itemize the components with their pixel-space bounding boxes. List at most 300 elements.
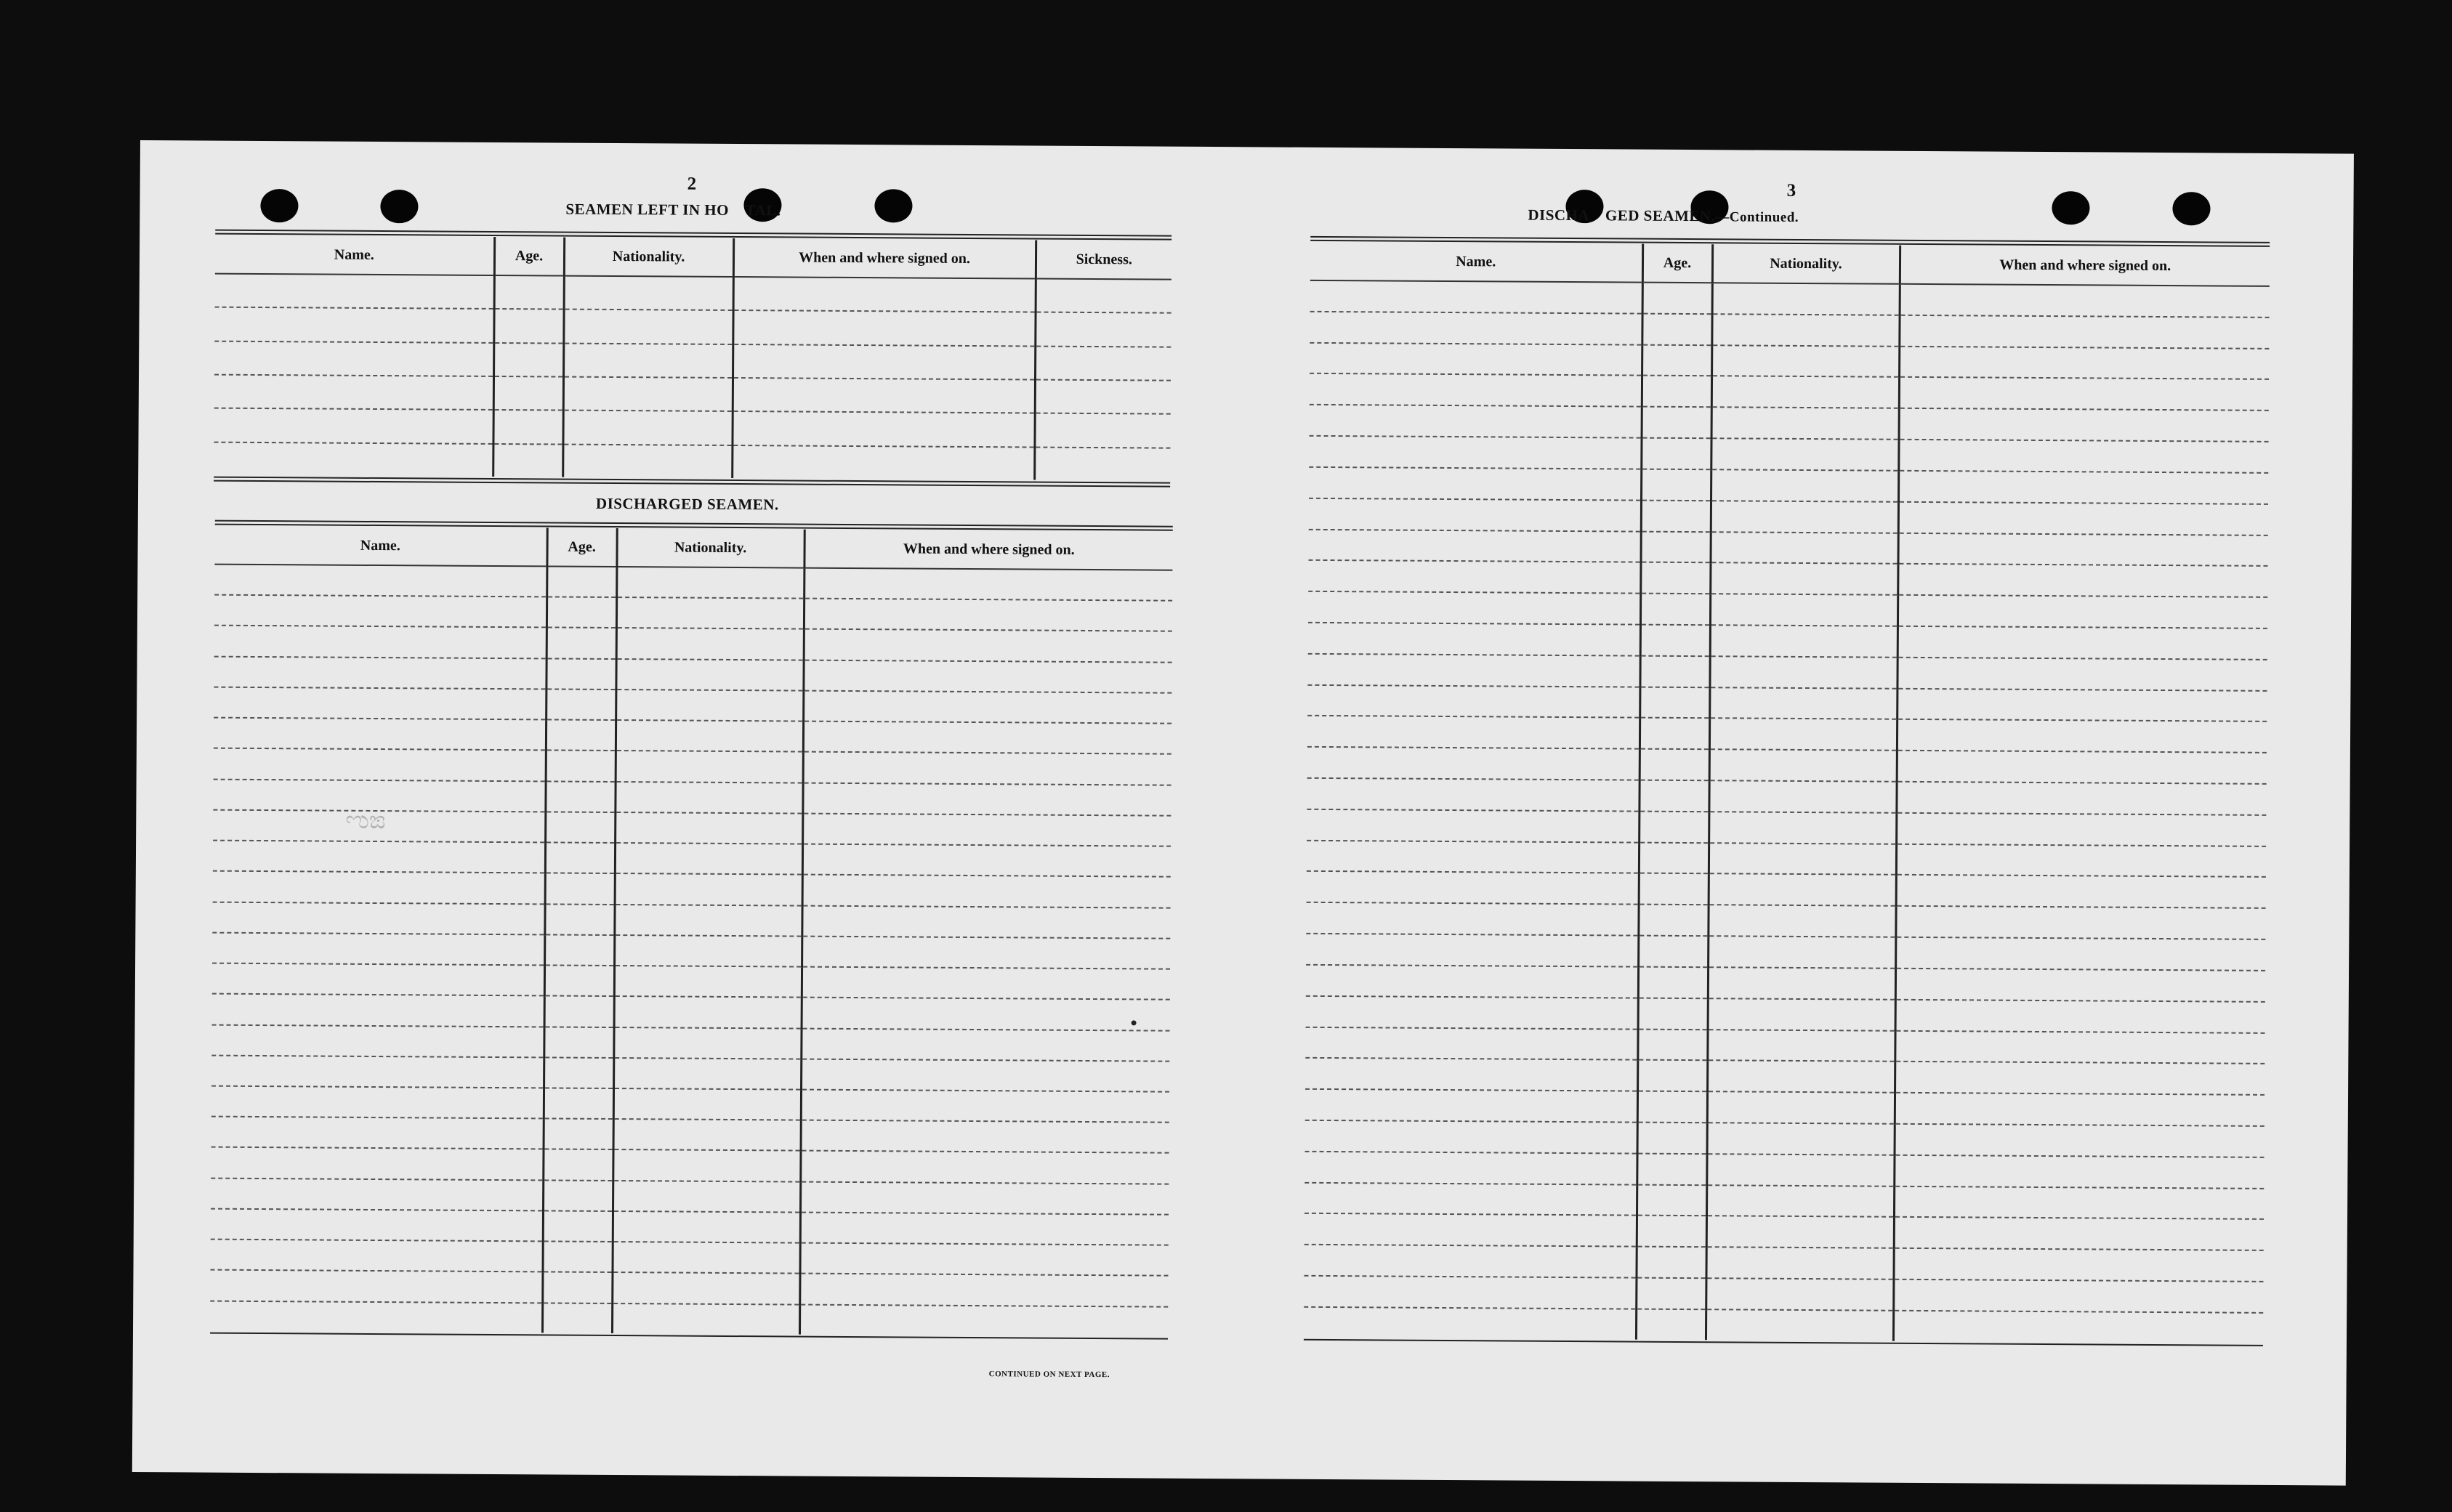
blank-cell [211,1178,543,1210]
blank-cell [544,934,614,966]
blank-cell [214,748,546,781]
column-header: Sickness. [1036,240,1171,280]
blank-cell [1898,595,2267,628]
blank-cell [616,628,804,660]
blank-cell [1305,1027,1637,1060]
blank-cell [1893,1248,2263,1282]
blank-cell [1306,965,1638,998]
blank-cell [1900,284,2270,318]
blank-cell [802,905,1170,938]
column-header: Nationality. [564,238,733,277]
table-row [214,307,1171,347]
blank-cell [1706,1278,1893,1310]
blank-cell [1640,718,1709,749]
column-header: When and where signed on. [733,238,1036,279]
discharged-continued-table [1304,242,2270,1343]
blank-cell [1898,471,2268,504]
blank-cell [214,626,547,658]
blank-cell [493,376,563,411]
blank-cell [542,1272,612,1303]
blank-cell [1304,1276,1636,1309]
blank-cell [1636,1278,1706,1309]
blank-cell [1308,623,1640,656]
blank-cell [1708,936,1895,968]
blank-cell [1310,373,1642,407]
blank-cell [799,1304,1168,1336]
blank-cell [1637,1029,1707,1060]
blank-cell [1307,747,1640,780]
blank-cell [1642,283,1712,314]
blank-cell [1308,560,1640,594]
blank-cell [547,597,616,628]
blank-cell [1640,687,1709,718]
blank-cell [801,1059,1169,1091]
blank-cell [616,751,803,783]
blank-cell [1896,813,2266,846]
hospital-table [214,235,1171,481]
blank-cell [211,1147,543,1180]
blank-cell [804,568,1172,601]
title-suffix: —Continued. [1715,209,1799,225]
column-header: Name. [215,235,494,275]
blank-cell [1899,377,2269,411]
blank-cell [802,813,1171,846]
blank-cell [1640,531,1710,562]
blank-cell [1895,969,2265,1002]
column-header: Age. [1642,244,1712,283]
title-main: DISCHA GED SEAMEN. [1528,206,1716,225]
blank-cell [563,377,733,412]
blank-cell [1640,625,1710,656]
continued-note: CONTINUED ON NEXT PAGE. [988,1370,1110,1380]
blank-cell [801,1090,1169,1123]
blank-cell [1307,684,1640,718]
blank-cell [1709,843,1896,875]
table-row [1304,1307,2263,1343]
blank-cell [1636,1309,1706,1339]
blank-cell [214,408,493,444]
blank-cell [1707,1123,1895,1155]
blank-cell [1304,1307,1636,1340]
blank-cell [546,658,616,690]
blank-cell [803,660,1171,692]
blank-cell [1711,407,1899,439]
blank-cell [1707,1091,1895,1123]
blank-cell [1306,934,1638,967]
blank-cell [493,444,562,477]
blank-cell [1638,905,1708,936]
blank-cell [1308,529,1640,562]
blank-cell [732,411,1034,447]
blank-cell [616,690,803,721]
blank-cell [1706,1185,1894,1217]
blank-cell [1638,966,1708,998]
blank-cell [1638,936,1708,967]
blank-cell [493,343,563,377]
blank-cell [1709,812,1896,844]
blank-cell [1710,594,1898,626]
blank-cell [1897,688,2267,721]
blank-cell [1637,1184,1706,1216]
blank-cell [1709,749,1897,781]
blank-cell [799,1274,1168,1306]
table-row [210,1301,1168,1336]
blank-cell [1640,749,1709,780]
blank-cell [545,873,615,905]
blank-cell [616,567,804,599]
blank-cell [1899,315,2269,349]
blank-cell [802,844,1171,877]
blank-cell [544,1027,613,1058]
blank-cell [802,875,1171,907]
blank-cell [1712,283,1900,315]
blank-cell [546,689,616,720]
section-title-discharged-continued [1528,206,1799,226]
blank-cell [1304,1152,1637,1185]
blank-cell [1898,626,2267,660]
blank-cell [613,1211,800,1243]
blank-cell [212,994,544,1027]
blank-cell [613,1027,801,1059]
table-row [214,375,1171,414]
blank-cell [1897,658,2267,691]
blank-cell [1893,1311,2263,1343]
blank-cell [562,411,732,445]
blank-cell [211,1024,544,1057]
blank-cell [1310,280,1642,314]
blank-cell [214,341,493,376]
blank-cell [1307,809,1639,843]
blank-cell [1898,440,2268,473]
table-row [215,274,1171,313]
blank-cell [1711,438,1898,470]
blank-cell [615,782,802,814]
blank-cell [1710,532,1898,564]
blank-cell [1035,380,1171,414]
blank-cell [1639,811,1709,842]
blank-cell [1641,469,1711,500]
blank-cell [213,871,545,904]
blank-cell [1707,1061,1895,1093]
blank-cell [1711,345,1899,377]
blank-cell [546,720,616,751]
discharged-table [210,526,1173,1337]
blank-cell [616,720,803,752]
blank-cell [1894,1217,2264,1250]
blank-cell [1896,844,2266,877]
blank-cell [1307,654,1640,687]
blank-cell [214,656,546,689]
blank-cell [1899,408,2269,442]
blank-cell [1638,998,1708,1029]
blank-cell [542,1242,612,1273]
blank-cell [613,1058,801,1090]
blank-cell [614,996,802,1028]
blank-cell [800,1181,1169,1214]
blank-cell [1898,501,2268,535]
blank-cell [1642,407,1711,438]
blank-cell [1897,719,2267,753]
blank-cell [1639,873,1709,905]
blank-cell [544,996,614,1027]
column-header: Nationality. [1712,244,1900,284]
blank-cell [544,1088,613,1119]
blank-cell [545,812,615,843]
blank-cell [214,307,493,343]
blank-cell [1895,999,2265,1032]
blank-cell [564,276,733,311]
punch-hole [874,189,912,222]
ink-dot [1132,1020,1137,1025]
blank-cell [615,873,802,905]
blank-cell [1307,716,1640,749]
blank-cell [214,687,546,720]
blank-cell [1034,413,1170,448]
blank-cell [1711,469,1898,501]
blank-cell [1707,1030,1895,1062]
column-header: Nationality. [616,528,804,568]
blank-cell [1706,1247,1893,1279]
blank-cell [210,1270,542,1303]
blank-cell [1305,1089,1637,1123]
column-header: When and where signed on. [804,530,1172,570]
blank-cell [543,1180,613,1211]
blank-cell [1637,1123,1707,1154]
blank-cell [1898,564,2267,597]
blank-cell [211,1240,543,1272]
blank-cell [803,752,1171,785]
blank-cell [1709,656,1897,688]
blank-cell [803,691,1171,724]
blank-cell [546,751,616,782]
blank-cell [804,599,1172,631]
blank-cell [615,812,802,844]
blank-cell [1894,1186,2264,1219]
blank-cell [1709,687,1897,719]
blank-cell [614,905,802,937]
blank-cell [1895,1030,2265,1064]
blank-cell [1642,376,1711,407]
blank-cell [615,843,802,875]
blank-cell [1895,1062,2265,1095]
blank-cell [612,1272,799,1304]
blank-cell [802,783,1171,815]
column-header: Name. [214,526,547,567]
blank-cell [1305,1058,1637,1091]
blank-cell [1642,344,1711,376]
blank-cell [1641,438,1711,469]
blank-cell [616,659,803,691]
blank-cell [614,966,802,998]
page-number: 3 [1786,180,1796,201]
blank-cell [213,841,545,873]
blank-cell [802,967,1170,1000]
blank-cell [804,629,1172,662]
blank-cell [544,965,614,996]
punch-hole [260,189,298,222]
blank-cell [215,274,494,310]
blank-cell [1308,591,1640,625]
blank-cell [612,1242,799,1274]
blank-cell [1640,655,1709,687]
blank-cell [1706,1216,1894,1248]
blank-cell [1639,842,1709,873]
blank-cell [801,1028,1169,1061]
page-number: 2 [687,174,697,194]
blank-cell [613,1181,800,1213]
blank-cell [1898,533,2267,566]
blank-cell [799,1243,1168,1276]
blank-cell [733,344,1035,380]
section-title-hospital: SEAMEN LEFT IN HO TAL. [565,200,781,219]
blank-cell [1895,906,2265,939]
blank-cell [1710,563,1898,595]
punch-hole [2052,191,2089,225]
blank-cell [1640,594,1710,625]
blank-cell [1709,874,1896,906]
blank-cell [802,936,1170,969]
blank-cell [1304,1182,1637,1216]
blank-cell [802,998,1170,1030]
blank-cell [211,1117,544,1149]
blank-cell [562,444,732,478]
blank-cell [1307,871,1639,905]
blank-cell [1708,998,1895,1030]
blank-cell [616,597,804,629]
blank-cell [493,410,562,444]
blank-cell [544,1057,613,1088]
blank-cell [1708,905,1895,937]
blank-cell [214,375,493,411]
blank-cell [545,781,615,812]
blank-cell [211,1209,543,1242]
blank-cell [1897,751,2267,784]
blank-cell [212,932,544,965]
blank-cell [1706,1309,1893,1341]
blank-cell [547,628,616,659]
blank-cell [1310,312,1642,345]
blank-cell [1710,625,1898,657]
faint-mark: ಌಙ [345,806,386,835]
blank-cell [1306,902,1638,936]
punch-hole [380,190,418,223]
blank-cell [494,275,564,310]
blank-cell [733,310,1035,346]
blank-cell [1034,447,1170,480]
blank-cell [613,1088,801,1120]
blank-cell [1035,346,1171,380]
blank-cell [1309,436,1641,469]
blank-cell [1035,312,1171,347]
blank-cell [1896,875,2266,908]
blank-cell [612,1303,799,1335]
blank-cell [563,310,733,344]
blank-cell [803,721,1171,754]
blank-cell [1637,1060,1707,1091]
blank-cell [1637,1091,1707,1123]
table-row [214,408,1170,448]
blank-cell [214,442,493,477]
blank-cell [801,1120,1169,1153]
column-header: Age. [547,527,616,567]
blank-cell [1711,314,1899,346]
blank-cell [800,1212,1169,1245]
blank-cell [543,1210,613,1242]
blank-cell [1304,1213,1637,1247]
column-header: Name. [1310,242,1642,283]
blank-cell [493,309,563,343]
blank-cell [1309,467,1641,501]
blank-cell [1895,1093,2265,1126]
section-title-discharged: DISCHARGED SEAMEN. [595,494,779,514]
table-row [214,341,1171,380]
blank-cell [733,378,1035,413]
blank-cell [543,1149,613,1181]
blank-cell [1893,1279,2263,1313]
blank-cell [214,565,547,597]
blank-cell [1709,780,1896,812]
blank-cell [212,963,544,996]
column-header: When and where signed on. [1900,246,2270,286]
blank-cell [212,902,544,934]
blank-cell [1899,346,2269,379]
blank-cell [1307,778,1639,812]
blank-cell [1310,342,1642,376]
blank-cell [1895,937,2265,971]
blank-cell [1711,501,1898,533]
blank-cell [211,1055,544,1088]
blank-cell [1306,996,1638,1030]
blank-cell [1636,1247,1706,1278]
punch-hole [2172,192,2210,225]
blank-cell [542,1303,612,1333]
blank-cell [1309,498,1641,532]
column-header: Age. [494,237,564,276]
blank-cell [800,1151,1169,1184]
blank-cell [544,1119,613,1150]
blank-cell [1637,1216,1706,1247]
blank-cell [1637,1153,1706,1184]
ledger-sheet [132,140,2354,1486]
blank-cell [732,445,1034,480]
blank-cell [1896,782,2266,815]
blank-cell [547,566,616,597]
blank-cell [1640,562,1710,594]
blank-cell [1305,1120,1637,1154]
blank-cell [545,843,615,874]
blank-cell [1709,719,1897,751]
blank-cell [613,1149,800,1181]
table-row [214,442,1170,480]
blank-cell [214,595,547,628]
blank-cell [1307,840,1639,873]
blank-cell [1310,405,1642,438]
blank-cell [211,1086,544,1119]
blank-cell [1641,500,1711,531]
blank-cell [1894,1155,2264,1189]
blank-cell [1639,780,1709,812]
blank-cell [613,1119,801,1151]
blank-cell [214,718,546,751]
blank-cell [1304,1245,1636,1278]
blank-cell [1036,279,1171,313]
blank-cell [733,277,1036,312]
blank-cell [1711,376,1899,408]
blank-cell [1708,967,1895,999]
blank-cell [544,904,614,935]
blank-cell [1895,1124,2265,1157]
blank-cell [614,935,802,967]
